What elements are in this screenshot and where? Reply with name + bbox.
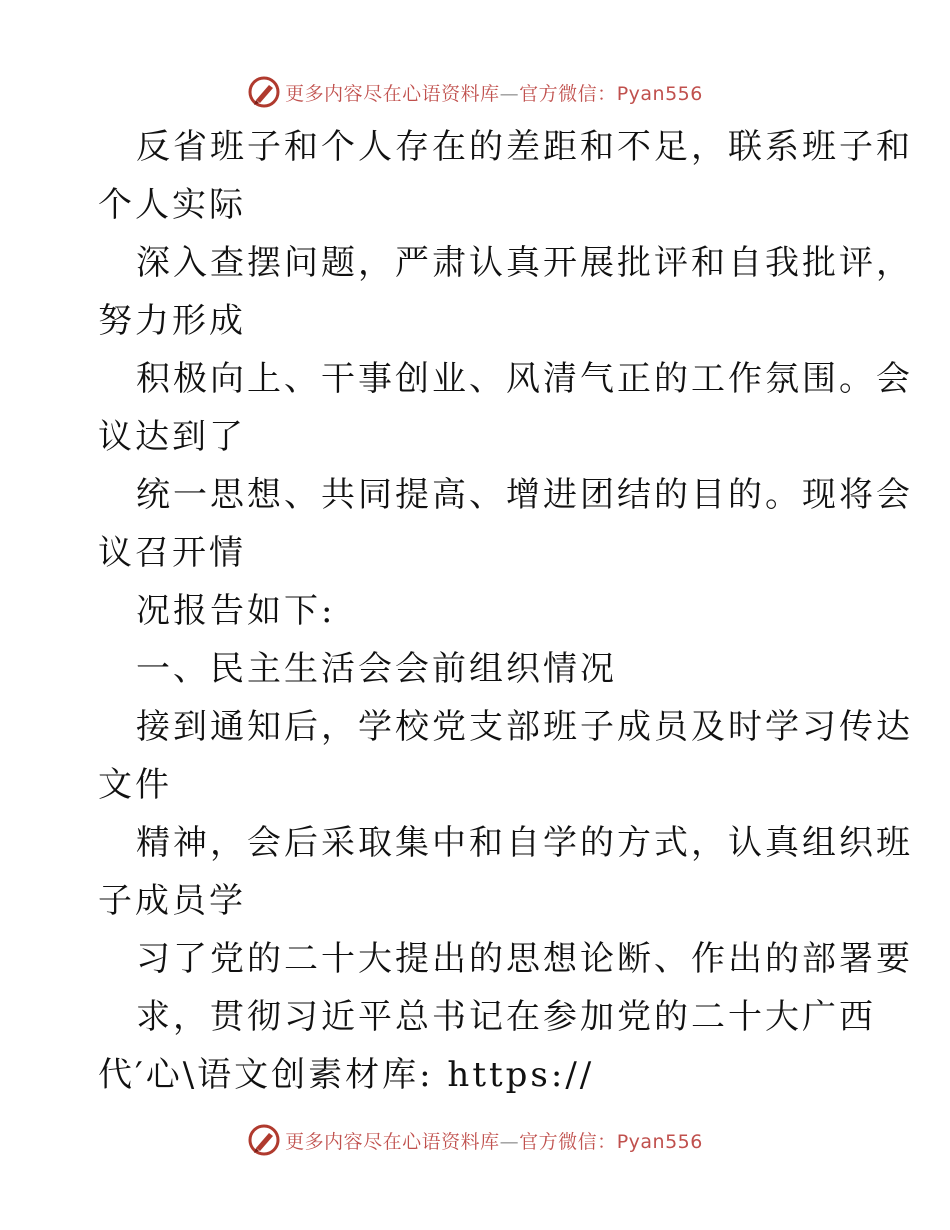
text-line: 议召开情 (98, 533, 246, 573)
text-line: 个人实际 (98, 185, 246, 225)
header-watermark-text (285, 79, 703, 106)
header-brand: 更多内容尽在心语资料库 (285, 82, 500, 105)
text-line: 努力形成 (98, 301, 246, 341)
footer-separator: — (499, 1130, 520, 1153)
footer-watermark (0, 1120, 950, 1160)
text-line: 习了党的二十大提出的思想论断、作出的部署要 (136, 939, 913, 979)
text-line: 精神，会后采取集中和自学的方式，认真组织班 (136, 823, 913, 863)
text-line: 积极向上、干事创业、风清气正的工作氛围。会 (136, 359, 913, 399)
header-wechat-id: Pyan556 (616, 82, 703, 105)
section-heading: 一、民主生活会会前组织情况 (136, 649, 617, 689)
footer-wechat-id: Pyan556 (616, 1130, 703, 1153)
text-line: 反省班子和个人存在的差距和不足，联系班子和 (136, 127, 913, 167)
text-line: 深入查摆问题，严肃认真开展批评和自我批评， (136, 243, 913, 283)
text-line: 况报告如下: (136, 591, 336, 631)
text-line: 统一思想、共同提高、增进团结的目的。现将会 (136, 475, 913, 515)
header-separator: — (499, 82, 520, 105)
header-wechat-label: 官方微信： (519, 82, 617, 105)
document-body (98, 118, 913, 1104)
pen-logo-icon (247, 75, 281, 109)
header-watermark (0, 72, 950, 112)
text-line: 接到通知后，学校党支部班子成员及时学习传达 (136, 707, 913, 747)
footer-watermark-text (285, 1127, 703, 1154)
text-line: 求，贯彻习近平总书记在参加党的二十大广西 (136, 997, 876, 1037)
text-line: 代′心\语文创素材库: https:// (98, 1055, 595, 1095)
footer-brand: 更多内容尽在心语资料库 (285, 1130, 500, 1153)
pen-logo-icon (247, 1123, 281, 1157)
text-line: 子成员学 (98, 881, 246, 921)
text-line: 议达到了 (98, 417, 246, 457)
text-line: 文件 (98, 765, 172, 805)
footer-wechat-label: 官方微信： (519, 1130, 617, 1153)
